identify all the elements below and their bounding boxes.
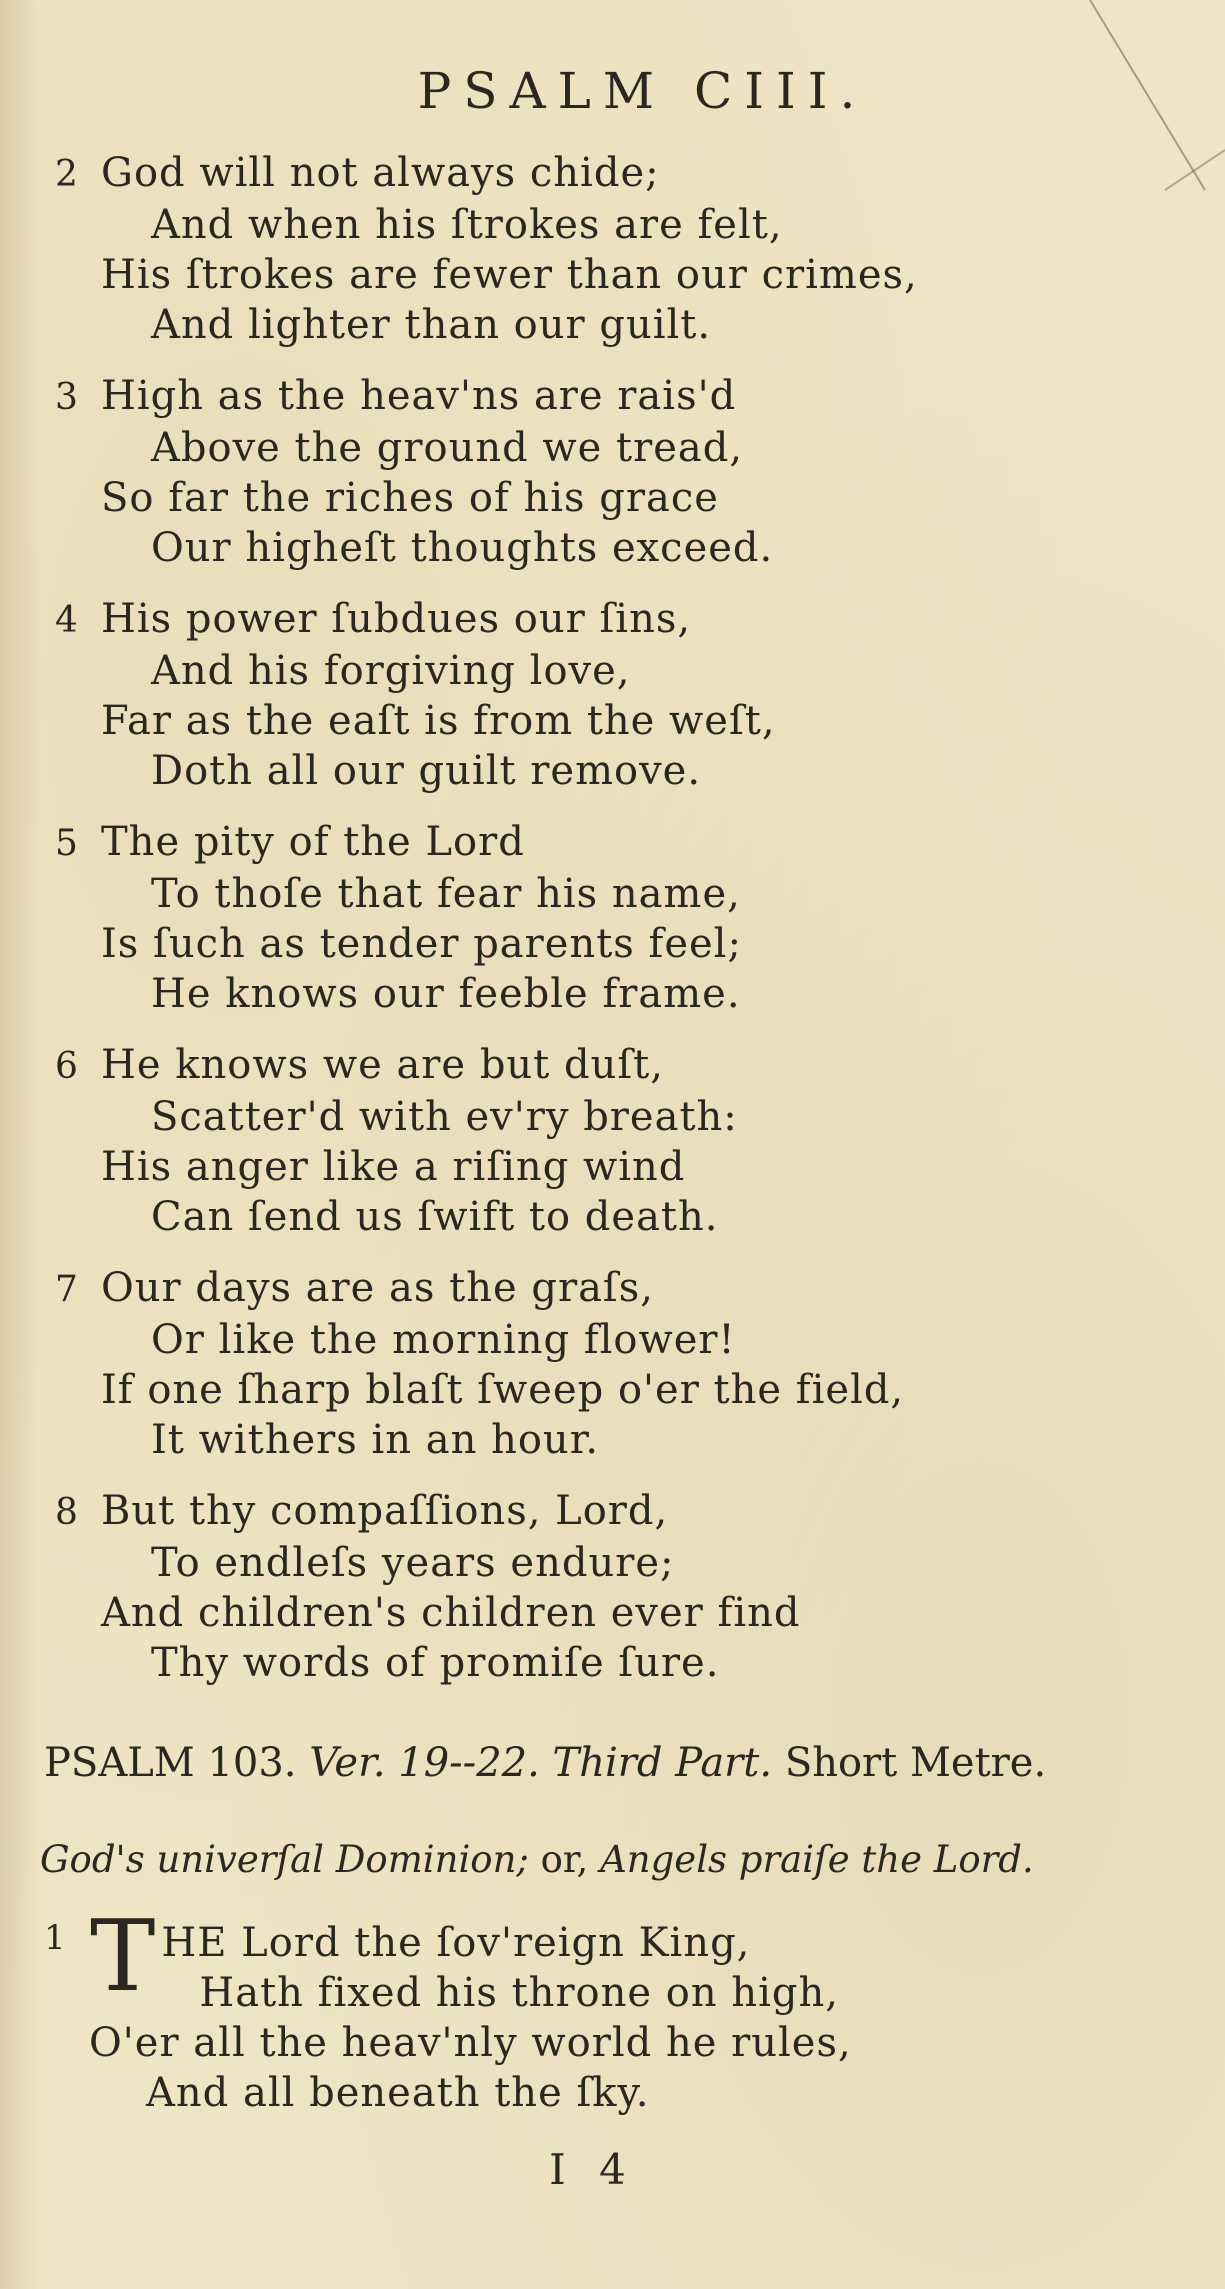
drop-cap: T — [90, 1900, 156, 2014]
stanza-number: 6 — [55, 1046, 79, 1087]
stanza-3 — [55, 371, 1175, 573]
stanza-number: 7 — [55, 1269, 79, 1310]
verse-line: HE Lord the ſov'reign King, — [161, 1920, 751, 1966]
stanza-4 — [55, 594, 1175, 796]
verse-line: So far the riches of his grace — [101, 475, 719, 521]
verse-line: Scatter'd with ev'ry breath: — [151, 1094, 738, 1140]
verse-line: 2 God will not always chide; — [55, 148, 1175, 200]
verse-line: If one ſharp blaſt ſweep o'er the field, — [101, 1367, 905, 1413]
hymn-stanza-1 — [44, 1900, 1144, 2118]
stanza-8 — [55, 1486, 1175, 1688]
verse-line: Above the ground we tread, — [151, 425, 744, 471]
stanza-number: 8 — [55, 1492, 79, 1533]
verse-line: 7 Our days are as the graſs, — [55, 1263, 1175, 1315]
verse-line: And his forgiving love, — [151, 648, 631, 694]
verse-line: 6 He knows we are but duſt, — [55, 1040, 1175, 1092]
verse-line: To thoſe that fear his name, — [151, 871, 741, 917]
psalm-number: PSALM 103. — [44, 1740, 297, 1786]
stanza-number: 2 — [55, 154, 79, 195]
stanza-6 — [55, 1040, 1175, 1242]
metre-label: Short Metre. — [784, 1740, 1047, 1786]
stanza-number: 5 — [55, 823, 79, 864]
verse-range: Ver. 19--22. — [309, 1740, 540, 1786]
part-label: Third Part. — [552, 1740, 773, 1786]
psalm-heading — [44, 1740, 1046, 1786]
stanza-7 — [55, 1263, 1175, 1465]
stanza-number: 3 — [55, 377, 79, 418]
stanza-2 — [55, 148, 1175, 350]
verse-line: Can ſend us ſwift to death. — [151, 1194, 719, 1240]
psalm-stanzas — [55, 148, 1175, 1709]
verse-line: Hath fixed his throne on high, — [199, 1970, 839, 2016]
verse-line: His anger like a riſing wind — [101, 1144, 686, 1190]
verse-line: 4 His power ſubdues our ſins, — [55, 594, 1175, 646]
verse-line: And when his ſtrokes are felt, — [151, 202, 783, 248]
page-header: PSALM CIII. — [417, 62, 868, 120]
verse-line: Is ſuch as tender parents feel; — [101, 921, 742, 967]
signature-mark: I 4 — [549, 2145, 636, 2194]
stanza-5 — [55, 817, 1175, 1019]
verse-line: Or like the morning flower! — [151, 1317, 736, 1363]
verse-line: He knows our feeble frame. — [151, 971, 741, 1017]
verse-line: Doth all our guilt remove. — [151, 748, 702, 794]
verse-line: Far as the eaſt is from the weſt, — [101, 698, 776, 744]
hymn-subtitle: God's univerſal Dominion; or, Angels praiſe the Lord. — [40, 1838, 1034, 1881]
verse-line: And all beneath the ſky. — [146, 2070, 650, 2116]
verse-line: 5 The pity of the Lord — [55, 817, 1175, 869]
verse-line: 3 High as the heav'ns are rais'd — [55, 371, 1175, 423]
verse-line: 8 But thy compaſſions, Lord, — [55, 1486, 1175, 1538]
verse-line: His ſtrokes are fewer than our crimes, — [101, 252, 918, 298]
verse-line: And children's children ever find — [101, 1590, 801, 1636]
verse-line: Our higheſt thoughts exceed. — [151, 525, 774, 571]
stanza-number: 4 — [55, 600, 79, 641]
verse-line: To endleſs years endure; — [151, 1540, 675, 1586]
verse-line: It withers in an hour. — [151, 1417, 600, 1463]
verse-line: Thy words of promiſe ſure. — [151, 1640, 720, 1686]
verse-line: And lighter than our guilt. — [151, 302, 712, 348]
verse-line: O'er all the heav'nly world he rules, — [89, 2020, 852, 2066]
stanza-number: 1 — [44, 1918, 66, 1958]
